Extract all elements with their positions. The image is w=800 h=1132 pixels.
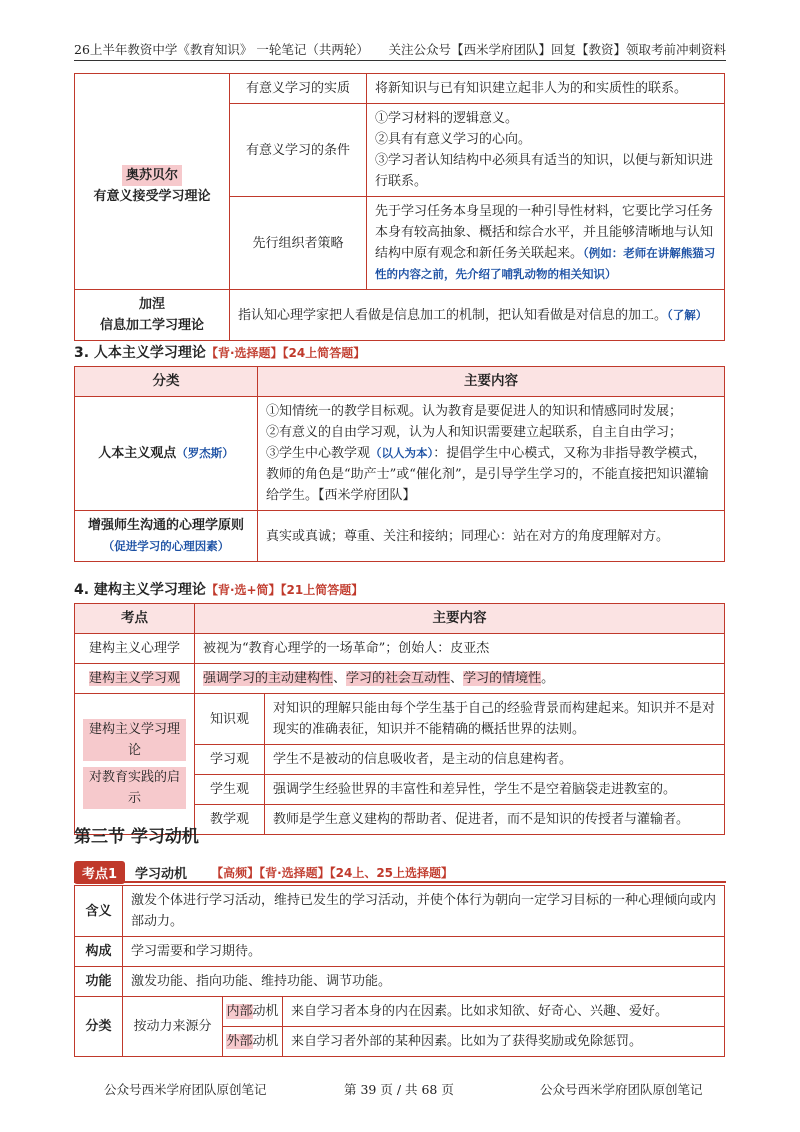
gagne-theory: 信息加工学习理论	[99, 318, 204, 333]
constructivism-tags: 【背·选+简】【21上简答题】	[205, 583, 364, 597]
sub-label: 学生观	[195, 775, 265, 805]
row-text: 学习需要和学习期待。	[123, 937, 725, 967]
sub-label: 学习观	[195, 745, 265, 775]
humanism-heading	[74, 342, 365, 362]
row-text	[367, 104, 725, 197]
text: 动机	[252, 1004, 279, 1019]
row-text: 激发功能、指向功能、维持功能、调节功能。	[123, 967, 725, 997]
communication-sub: （促进学习的心理因素）	[102, 539, 230, 553]
kaodian-tags: 【高频】【背·选择题】【24上、25上选择题】	[211, 866, 454, 880]
line: ③学习者认知结构中必须具有适当的知识，以便与新知识进行联系。	[375, 153, 714, 189]
line	[266, 443, 716, 506]
sep: 、	[450, 671, 464, 686]
col-header: 考点	[75, 604, 195, 634]
ausubel-cell	[75, 74, 230, 290]
communication-cell	[75, 511, 258, 562]
text: ③学生中心教学观	[266, 446, 371, 461]
text: 动机	[252, 1034, 279, 1049]
intrinsic-text: 来自学习者本身的内在因素。比如求知欲、好奇心、兴趣、爱好。	[283, 997, 725, 1027]
humanism-title: 3. 人本主义学习理论	[74, 345, 206, 361]
row-text	[195, 664, 725, 694]
row-label: 构成	[75, 937, 123, 967]
row-text: 被视为“教育心理学的一场革命”；创始人：皮亚杰	[195, 634, 725, 664]
organizer-note: （例如：老师在讲解熊猫习性的内容之前，先介绍了哺乳动物的相关知识）	[375, 246, 716, 281]
row-text: 将新知识与已有知识建立起非人为的和实质性的联系。	[367, 74, 725, 104]
row-label: 有意义学习的条件	[230, 104, 367, 197]
hl-text: 学习的情境性	[463, 671, 542, 686]
sub-label: 教学观	[195, 805, 265, 835]
constructivism-title: 4. 建构主义学习理论	[74, 582, 206, 598]
hl-text: 外部	[226, 1034, 253, 1049]
extrinsic-text: 来自学习者外部的某种因素。比如为了获得奖励或免除惩罚。	[283, 1027, 725, 1057]
ausubel-theory: 有意义接受学习理论	[93, 188, 211, 204]
gagne-cell	[75, 290, 230, 341]
constructivism-heading	[74, 579, 363, 599]
row-text	[367, 197, 725, 290]
sub-label: 知识观	[195, 694, 265, 745]
gagne-note: （了解）	[667, 307, 708, 322]
intrinsic-label	[223, 997, 283, 1027]
row-label: 含义	[75, 886, 123, 937]
hl-text: 学习的社会互动性	[346, 671, 451, 686]
kaodian-topic: 学习动机	[135, 867, 188, 882]
hl-text: 内部	[226, 1004, 253, 1019]
ausubel-table	[74, 73, 725, 341]
sep: 。	[541, 671, 555, 686]
sub-text: 教师是学生意义建构的帮助者、促进者，而不是知识的传授者与灌输者。	[265, 805, 725, 835]
sub-text: 学生不是被动的信息吸收者，是主动的信息建构者。	[265, 745, 725, 775]
note: （以人为本）	[370, 446, 434, 460]
communication-title: 增强师生沟通的心理学原则	[87, 518, 244, 533]
humanism-tags: 【背·选择题】【24上简答题】	[205, 346, 366, 360]
ausubel-name: 奥苏贝尔	[122, 165, 182, 186]
text: ：提倡学生中心模式，又称为非指导教学模式，教师的角色是“助产士”或“催化剂”，是引导学生学习的，不能直接把知识灌输给学生。	[266, 446, 709, 503]
col-header: 分类	[75, 367, 258, 397]
row-label	[75, 664, 195, 694]
label-text: 建构主义学习观	[88, 671, 180, 686]
footer-left: 公众号西米学府团队原创笔记	[104, 1082, 267, 1097]
sep: 、	[333, 671, 347, 686]
gagne-name: 加涅	[138, 297, 165, 312]
line: ②有意义的自由学习观，认为人和知识需要建立起联系，自主自由学习；	[266, 425, 683, 440]
page-number: 第 39 页 / 共 68 页	[344, 1082, 454, 1097]
humanism-table	[74, 366, 725, 562]
sub-text: 对知识的理解只能由每个学生基于自己的经验背景而构建起来。知识并不是对现实的准确表征，知识并不能精确的概括世界的法则。	[265, 694, 725, 745]
row-label: 建构主义心理学	[75, 634, 195, 664]
chapter-title: 第三节 学习动机	[74, 827, 199, 847]
line: ①知情统一的教学目标观。认为教育是要促进人的知识和情感同时发展；	[266, 404, 683, 419]
hl-text: 强调学习的主动建构性	[203, 671, 334, 686]
footer-right: 公众号西米学府团队原创笔记	[540, 1082, 703, 1097]
rogers: （罗杰斯）	[176, 446, 234, 460]
organizer-text: 先于学习任务本身呈现的一种引导性材料，它要比学习任务本身有较高抽象、概括和综合水平，并且能够清晰地与认知结构中原有观念和新任务关联起来。	[375, 204, 714, 261]
gagne-desc	[230, 290, 725, 341]
implication-label: 对教育实践的启示	[83, 767, 186, 809]
class-source: 按动力来源分	[123, 997, 223, 1057]
watermark-text: 【西米学府团队】	[318, 488, 416, 503]
constructivism-table	[74, 603, 725, 835]
header-right: 关注公众号【西米学府团队】回复【教资】领取考前冲刺资料	[388, 42, 726, 57]
extrinsic-label	[223, 1027, 283, 1057]
row-text: 激发个体进行学习活动，维持已发生的学习活动，并使个体行为朝向一定学习目标的一种心理倾向或内部动力。	[123, 886, 725, 937]
humanism-view-content	[258, 397, 725, 511]
sub-text: 强调学生经验世界的丰富性和差异性，学生不是空着脑袋走进教室的。	[265, 775, 725, 805]
col-header: 主要内容	[195, 604, 725, 634]
gagne-text: 指认知心理学家把人看做是信息加工的机制，把认知看做是对信息的加工。	[238, 307, 668, 323]
communication-text: 真实或真诚；尊重、关注和接纳；同理心：站在对方的角度理解对方。	[258, 511, 725, 562]
kaodian-badge: 考点1	[74, 861, 125, 884]
divider	[74, 881, 726, 883]
humanism-view: 人本主义观点	[98, 446, 177, 461]
row-label: 功能	[75, 967, 123, 997]
row-label: 先行组织者策略	[230, 197, 367, 290]
col-header: 主要内容	[258, 367, 725, 397]
line: ①学习材料的逻辑意义。	[375, 111, 519, 126]
motivation-table	[74, 885, 725, 1057]
row-label: 分类	[75, 997, 123, 1057]
humanism-view-cell	[75, 397, 258, 511]
page-header	[74, 38, 726, 61]
implication-label: 建构主义学习理论	[83, 719, 186, 761]
row-label: 有意义学习的实质	[230, 74, 367, 104]
line: ②具有有意义学习的心向。	[375, 132, 532, 147]
implication-cell	[75, 694, 195, 835]
header-left: 26上半年教资中学《教育知识》 一轮笔记（共两轮）	[74, 42, 369, 57]
